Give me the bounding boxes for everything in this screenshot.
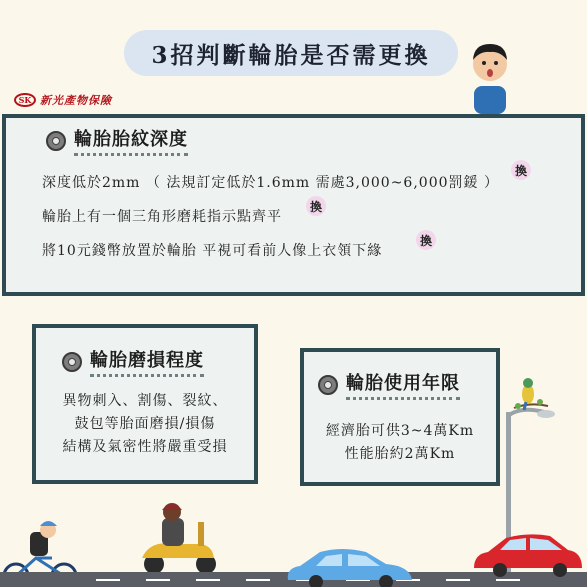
tread-depth-line-2: 輪胎上有一個三角形磨耗指示點齊平 bbox=[42, 209, 282, 225]
surprised-person-illustration bbox=[466, 38, 514, 114]
tire-icon bbox=[318, 375, 338, 395]
tire-icon bbox=[62, 352, 82, 372]
tire-lifespan-line: 經濟胎可供3~4萬Km bbox=[325, 423, 475, 439]
replace-badge: 換 bbox=[306, 196, 326, 216]
blue-car-illustration bbox=[282, 544, 416, 587]
tire-wear-line: 鼓包等胎面磨損/損傷 bbox=[74, 416, 216, 432]
replace-badge: 換 bbox=[511, 160, 531, 180]
tire-icon bbox=[46, 131, 66, 151]
tire-wear-text bbox=[40, 390, 250, 459]
page-title: 3招判斷輪胎是否需更換 bbox=[124, 30, 458, 76]
logo-mark-icon: SK bbox=[14, 93, 36, 107]
brand-logo bbox=[14, 92, 112, 108]
red-car-illustration bbox=[470, 528, 584, 578]
tread-depth-heading: 輪胎胎紋深度 bbox=[46, 125, 188, 156]
tire-wear-heading: 輪胎磨損程度 bbox=[62, 346, 204, 377]
tire-lifespan-text bbox=[304, 420, 496, 466]
tire-lifespan-line: 性能胎約2萬Km bbox=[344, 446, 456, 462]
tire-wear-line: 異物刺入、割傷、裂紋、 bbox=[62, 393, 228, 409]
tread-depth-line-3: 將10元錢幣放置於輪胎 平視可看前人像上衣領下緣 bbox=[42, 243, 383, 259]
replace-badge: 換 bbox=[416, 230, 436, 250]
logo-text: 新光產物保險 bbox=[40, 94, 112, 107]
tire-wear-line: 結構及氣密性將嚴重受損 bbox=[62, 439, 228, 455]
scooter-rider-illustration bbox=[136, 500, 224, 576]
tire-lifespan-heading: 輪胎使用年限 bbox=[318, 369, 460, 400]
tread-depth-line-1: 深度低於2mm （ 法規訂定低於1.6mm 需處3,000~6,000罰鍰 ） bbox=[42, 175, 499, 191]
